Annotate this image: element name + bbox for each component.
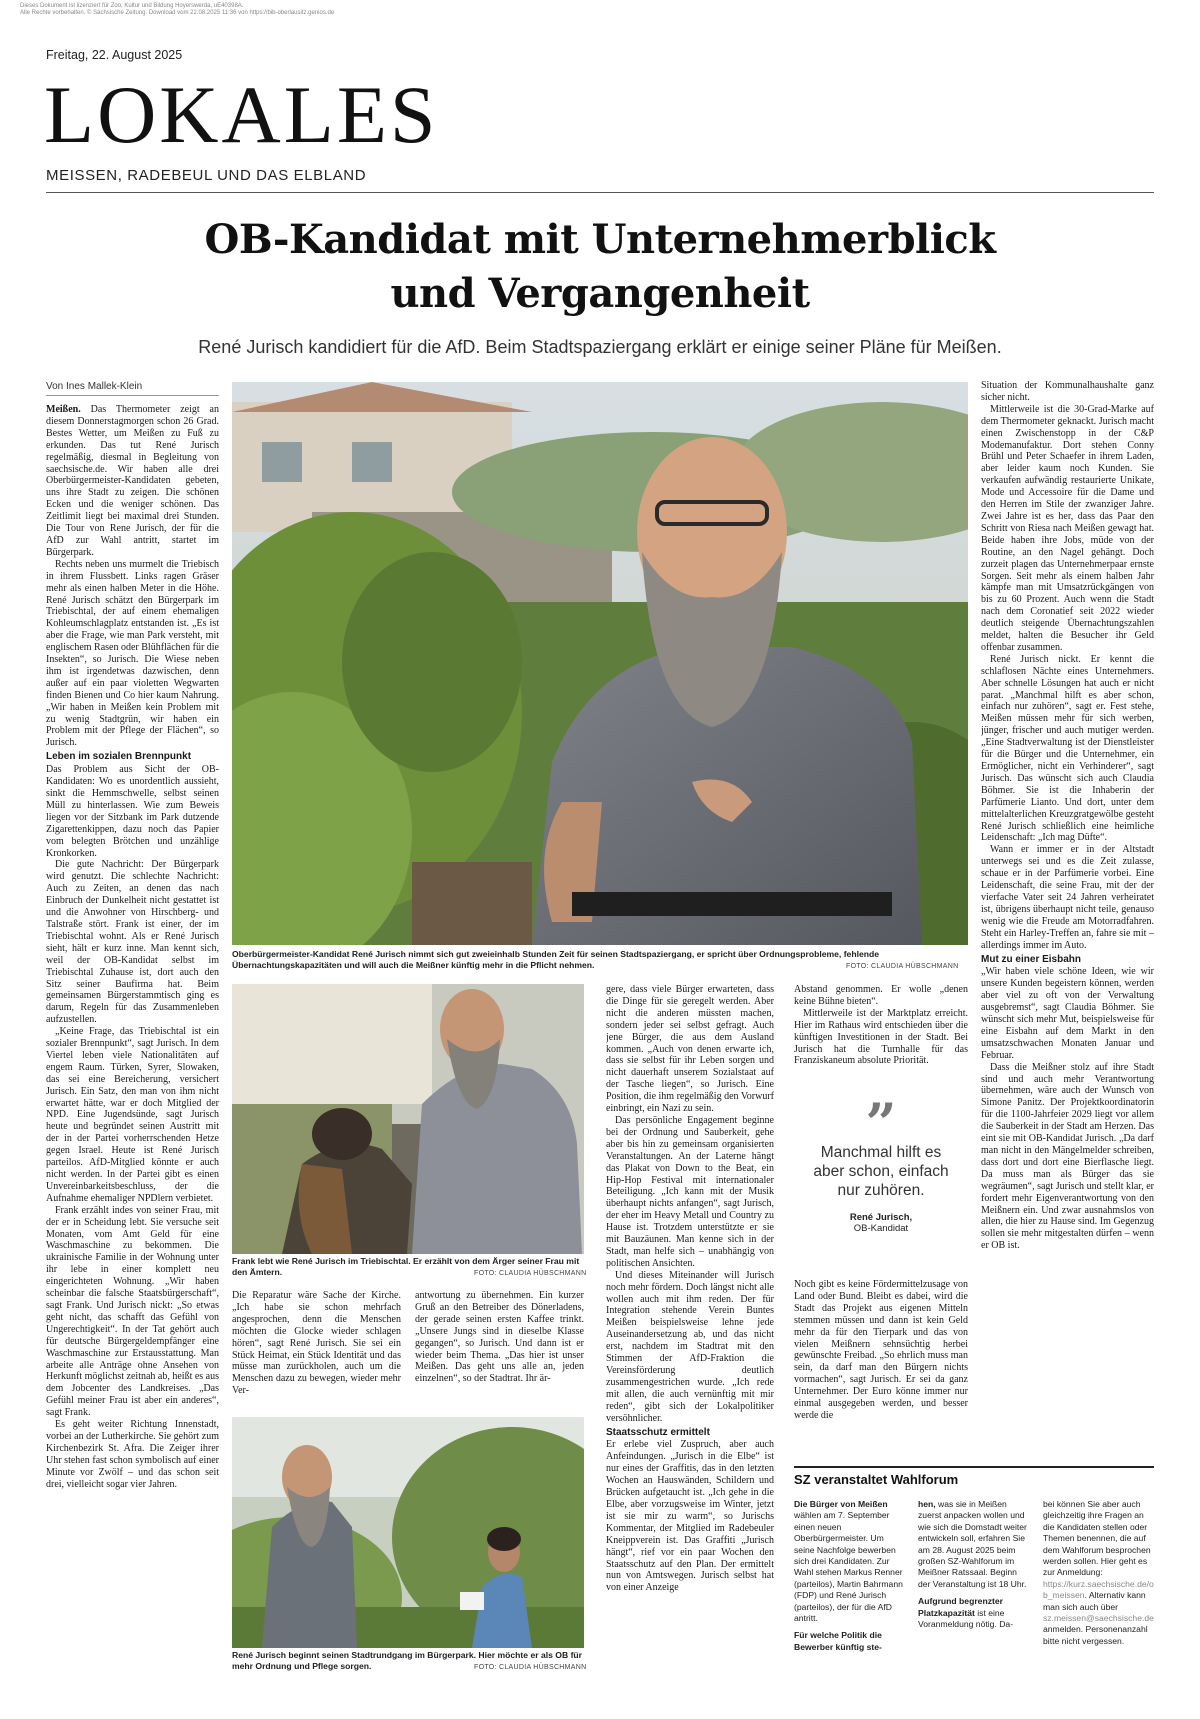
- quote-role: OB-Kandidat: [853, 1223, 909, 1234]
- column-2: [232, 1290, 401, 1420]
- paragraph: gere, dass viele Bürger erwarteten, dass die Dinge für sie geregelt werden. Aber nicht die anderen müssten machen, sondern jeder sei selbst gefragt. Auch jene Bürger, die aus dem Ausland kommen. „Auch von denen erwarte ich, dass sie selbst für ihr Leben sorgen und nicht dauerhaft unserem Sozialstaat auf der Tasche liegen“, so Jurisch. Eine Position, die ihm regelmäßig den Vorwurf einbringt, ein Nazi zu sein.: [606, 984, 774, 1115]
- main-photo: [232, 382, 968, 945]
- paragraph: Abstand genommen. Er wolle „denen keine Bühne bieten“.: [794, 984, 968, 1007]
- column-5-top: [794, 984, 968, 1080]
- section-title: LOKALES: [44, 69, 439, 160]
- caption-text: Oberbürgermeister-Kandidat René Jurisch nimmt sich gut zweieinhalb Stunden Zeit für seinen Stadtspaziergang, er spricht über Ordnungsprobleme, fehlende Übernachtungskapazitäten und will auch die Meißner künftig mehr in die Pflicht nehmen.: [232, 949, 880, 970]
- paragraph: Die Reparatur wäre Sache der Kirche. „Ich habe sie schon mehrfach angesprochen, denn die Menschen möchten die Glocke wieder schlagen hören“, sagt René Jurisch. Sie sei ein Stück Heimat, ein Stück Identität und das müsse man zurückholen, auch um die Menschen dazu zu bewegen, wieder mehr Ver-: [232, 1290, 401, 1397]
- paragraph: Und dieses Miteinander will Jurisch noch mehr fördern. Doch längst nicht alle wollen auch mit ihm reden. Der für Integration stehende Verein Buntes Meißen beispielsweise lehne jede Auseinandersetzung ab, und das nicht erst, nachdem im Stadtrat mit den Stimmen der AfD-Fraktion die Vereinsförderung deutlich zusammengestrichen wurde. „Ich rede mit allen, die auch vernünftig mit mir reden“, gibt sich der Lokalpolitiker versöhnlicher.: [606, 1269, 774, 1424]
- infobox-text: was sie in Meißen zuerst anpacken wollen und wie sich die Domstadt weiter entwickeln soll, erfahren Sie am 28. August 2025 beim großen SZ-Wahlforum im Meißner Ratssaal. Beginn der Veranstaltung ist 18 Uhr.: [918, 1499, 1027, 1589]
- infobox-title: SZ veranstaltet Wahlforum: [794, 1472, 959, 1487]
- infobox-lead: Aufgrund begrenzter Platzkapazität: [918, 1596, 1003, 1618]
- column-4: [606, 984, 774, 1704]
- caption-text: René Jurisch beginnt seinen Stadtrundgang im Bürgerpark. Hier möchte er als OB für mehr Ordnung und Pflege sorgen.: [232, 1650, 583, 1671]
- paragraph: Wann er immer er in der Altstadt unterwegs sei und es die Zeit zulasse, schaue er in der Parfümerie vorbei. Eine Leidenschaft, die seine Frau, mit der der vierfache Vater seit 24 Jahren verheiratet ist, übrigens überhaupt nicht teile, genauso wenig wie die Freude am Motorradfahren. Steht ein Harley-Treffen an, fahre sie mit – allerdings immer im Auto.: [981, 844, 1154, 951]
- registration-link[interactable]: https://kurz.saechsische.de/ob_meissen: [1043, 1578, 1154, 1601]
- infobox-text: ist eine Voranmeldung nötig. Da-: [918, 1607, 1014, 1630]
- subheading: Leben im sozialen Brennpunkt: [46, 751, 192, 763]
- paragraph: „Keine Frage, das Triebischtal ist ein sozialer Brennpunkt“, sagt Jurisch. In dem Viertel leben viele Nationalitäten auf engem Raum. Türken, Syrer, Slowaken, das sei eine Bereicherung, versichert Jurisch. Ein Satz, den man von ihm nicht erwartet hätte, war er doch Mitglied der NPD. Eine Jugendsünde, sagt Jurisch heute und begründet seinen Austritt mit der in der Partei vorherrschenden Hetze gegen Israel. Heute ist René Jurisch parteilos. AfD-Mitglied könnte er auch nicht werden. In der Partei gibt es einen Unvereinbarkeitsbeschluss, der die Aufnahme ehemaliger NPDlern verbietet.: [46, 1026, 219, 1204]
- column-5-bottom: [794, 1279, 968, 1429]
- headline: [100, 213, 1100, 321]
- caption-text: Frank lebt wie René Jurisch im Triebischtal. Er erzählt von dem Ärger seiner Frau mit den Ämtern.: [232, 1256, 580, 1277]
- infobox-text: bei können Sie aber auch gleichzeitig ihre Fragen an die Kandidaten stellen oder Themen benennen, die auf dem Wahlforum besprochen werden sollen. Hier geht es zur Anmeldung:: [1043, 1499, 1151, 1578]
- infobox-lead: Die Bürger von Meißen: [794, 1499, 888, 1509]
- dateline: Meißen.: [46, 404, 81, 415]
- column-3: [415, 1290, 584, 1420]
- headline-line-1: OB-Kandidat mit Unternehmerblick: [204, 216, 996, 263]
- infobox-lead: Für welche Politik die Bewerber künftig ste-: [794, 1630, 882, 1652]
- paragraph: Situation der Kommunalhaushalte ganz sicher nicht.: [981, 380, 1154, 403]
- subheading: Mut zu einer Eisbahn: [981, 953, 1082, 965]
- photo-buergerpark-credit: FOTO: CLAUDIA HÜBSCHMANN: [474, 1664, 587, 1671]
- paragraph: antwortung zu übernehmen. Ein kurzer Gruß an den Betreiber des Dönerladens, der gerade seinen ersten Kaffee trinkt. „Unsere Jungs sind in dieselbe Klasse gegangen“, so Jurisch. Und dann ist er wieder beim Thema. „Das hier ist unser Meißen. Das geht uns alle an, jeden einzelnen“, so der Stadtrat. Ihr är-: [415, 1290, 584, 1385]
- section-subtitle: MEISSEN, RADEBEUL UND DAS ELBLAND: [46, 167, 367, 184]
- infobox-text: . Alternativ kann man sich auch über: [1043, 1590, 1146, 1612]
- two-men-talking-photo: [232, 984, 584, 1254]
- paragraph: Die gute Nachricht: Der Bürgerpark wird genutzt. Die schlechte Nachricht: Auch zu Zeiten, an denen das nach Einbruch der Dunkelheit nicht gestattet ist und die Anwohner von Hirschberg- und Talstraße stört. Frank ist einer, der im Triebischtal wohnt. Als er René Jurisch sieht, hält er kurz inne. Man kennt sich, weil der OB-Kandidat selbst im Triebischtal Zuhause ist, dort auch den Sitz seiner Baufirma hat. Beim gemeinsamen Bürgerstammtisch ging es darum, Regeln für das Zusammenleben aufzustellen.: [46, 859, 219, 1026]
- infobox-lead: hen,: [918, 1499, 936, 1509]
- paragraph: [46, 404, 219, 559]
- subheadline: René Jurisch kandidiert für die AfD. Beim Stadtspaziergang erklärt er einige seiner Pläne für Meißen.: [198, 337, 1002, 357]
- quote-mark-icon: ”: [865, 1091, 897, 1155]
- subheading: Staatsschutz ermittelt: [606, 1426, 710, 1438]
- column-1: [46, 404, 219, 1704]
- quote-author: René Jurisch,: [849, 1212, 913, 1223]
- infobox-text: anmelden. Personenanzahl bitte nicht vergessen.: [1043, 1624, 1148, 1646]
- paragraph: Dass die Meißner stolz auf ihre Stadt sind und auch mehr Verantwortung übernehmen, wäre auch der Wunsch von Simone Panitz. Der Projektkoordinatorin für die 1100-Jahrfeier 2029 liegt vor allem die Sauberkeit in der Stadt am Herzen. Das eint sie mit OB-Kandidat Jurisch. „Da darf man nicht in den Mängelmelder schreiben, dass dort und dort eine Bierflasche liegt. Da muss man als Bürger das sie wegräumen“, sagt Jurisch und stellt klar, er fordert mehr Eigenverantwortung von den Meißnern ein. Und zwar ausnahmslos von allen, die hier zu Hause sind. Im Gegenzug sollen sie mehr mitgestalten dürfen – wenn er OB ist.: [981, 1061, 1154, 1252]
- license-line-1: Dieses Dokument ist lizenziert für Zoo, Kultur und Bildung Hoyerswerda, uE40398A.: [20, 3, 244, 9]
- infobox-text: wählen am 7. September einen neuen Oberbürgermeister. Um seine Nachfolge bewerben sich drei Kandidaten. Zur Wahl stehen Markus Renner (parteilos), Martin Bahrmann (FDP) und René Jurisch (parteilos), der für die AfD antritt.: [794, 1510, 903, 1624]
- paragraph: Mittlerweile ist der Marktplatz erreicht. Hier im Rathaus wird entschieden über die künftigen Investitionen in der Stadt. Bei Jurisch hat die Turnhalle für das Franziskaneum absolute Priorität.: [794, 1007, 968, 1067]
- paragraph-text: Das Thermometer zeigt an diesem Donnerstagmorgen schon 26 Grad. Bestes Wetter, um Meißen zu Fuß zu erkunden. Das tut René Jurisch regelmäßig, diesmal in Begleitung von saechsische.de. Wir haben alle drei Oberbürgermeister-Kandidaten gebeten, uns ihre Stadt zu zeigen. Die schönen Ecken und die weniger schönen. Das Zeitlimit liegt bei maximal drei Stunden. Die Tour von Rene Jurisch, der für die AfD zur Wahl antritt, startet im Bürgerpark.: [46, 404, 219, 558]
- paragraph: Rechts neben uns murmelt die Triebisch in ihrem Flussbett. Links ragen Gräser mehr als einen halben Meter in die Höhe. René Jurisch schätzt den Bürgerpark im Triebischtal, der auf einem ehemaligen Kohleumschlagplatz entstanden ist. „Es ist aber die Frage, wie man Park versteht, mit englischem Rasen oder Blühflächen für die Insekten“, so Jurisch. Die Wiese neben ihm ist irgendetwas dazwischen, denn außer auf ein paar violetten Wegwarten finden Bienen und Co hier kaum Nahrung. „Wir haben in Meißen kein Problem mit zu wenig Stadtgrün, wir haben ein Problem mit der Pflege der Flächen“, so Jurisch.: [46, 558, 219, 749]
- byline: Von Ines Mallek-Klein: [46, 381, 143, 392]
- header-rule: [46, 192, 1154, 193]
- pull-quote-name: [794, 1212, 968, 1234]
- infobox-column-3: [1043, 1499, 1154, 1704]
- paragraph: Frank erzählt indes von seiner Frau, mit der er in Scheidung lebt. Sie versuche seit Monaten, vom Amt Geld für eine Waschmaschine zu bekommen. Die ukrainische Familie in der Wohnung unter ihr lebe in einer komplett neu eingerichteten Wohnung. „Wir haben scheinbar die falsche Staatsbürgerschaft“, sagt Frank. Und Jurisch nickt: „So etwas geht nicht, das schafft das Gefühl von Ungerechtigkeit“. In der Tat gehört auch für deutsche Bürgergeldempfänger eine Waschmaschine zur Erstausstattung. Man arbeite alle Anträge ohne Ansehen von Herkunft möglichst zeitnah ab, heißt es aus dem Jobcenter des Landkreises. „Das Gefühl meiner Frau ist aber ein anderes“, sagt Frank.: [46, 1204, 219, 1419]
- paragraph: Er erlebe viel Zuspruch, aber auch Anfeindungen. „Jurisch in die Elbe“ ist nur eines der Graffitis, das in den letzten Wochen an Hauswänden, Schildern und Brücken aufgetaucht ist. „Ich gehe in die Elbe, aber vorzugsweise im Winter, jetzt ist sie mir zu warm“, so Jurischs Kommentar, der Mitglied im Radebeuler Kneippverein ist. Das Graffiti „Jurisch hängt“, rief vor ein paar Wochen den Staatsschutz auf den Plan. Der ermittelt nun von Amtswegen. Jurisch selbst hat von einer Anzeige: [606, 1439, 774, 1594]
- byline-rule: [46, 395, 219, 396]
- paragraph: René Jurisch nickt. Er kennt die schlaflosen Nächte eines Unternehmers. Aber schnelle Lösungen hat auch er nicht parat. „Manchmal hilft es aber schon, einfach nur zuhören“, sagt er. Fest stehe, Meißen müssen mehr für sich werben, jünger, frischer und auch mutiger werden. „Eine Stadtverwaltung ist der Dienstleister für die Bürger und die Unternehmer, ein Ermöglicher, nicht ein Verhinderer“, sagt Jurisch. Das wünscht sich auch Claudia Böhmer. Sie ist die Inhaberin der Parfümerie Lianto. Und dort, unter dem mittelalterlichen Kreuzgratgewölbe gesteht René Jurisch schließlich eine heimliche Leidenschaft: „Ich mag Düfte“.: [981, 653, 1154, 844]
- infobox-rule: [794, 1466, 1154, 1468]
- pull-quote: Manchmal hilft es aber schon, einfach nur zuhören.: [813, 1144, 949, 1199]
- infobox-column-2: [918, 1499, 1030, 1704]
- infobox-column-1: [794, 1499, 905, 1704]
- paragraph: Das persönliche Engagement beginne bei der Ordnung und Sauberkeit, gehe aber bis hin zu gemeinsam organisierten Veranstaltungen. An der Laterne hängt das Plakat von Down to the Beat, ein Hip-Hop Festival mit internationaler Beteiligung. „Ich kann mit der Musik überhaupt nichts anfangen“, sagt Jurisch, der eher im Heavy Metall und Country zu Hause ist. Trotzdem unterstützte er sie mit Bauzäunen. Man kenne sich in der Stadt, man helfe sich – unabhängig von politischen Ansichten.: [606, 1114, 774, 1269]
- man-portrait-photo: [232, 382, 968, 945]
- man-and-reporter-photo: [232, 1417, 584, 1648]
- main-photo-credit: FOTO: CLAUDIA HÜBSCHMANN: [846, 963, 959, 970]
- headline-line-2: und Vergangenheit: [390, 270, 810, 317]
- photo-frank-credit: FOTO: CLAUDIA HÜBSCHMANN: [474, 1270, 587, 1277]
- photo-frank: [232, 984, 584, 1254]
- registration-email-link[interactable]: sz.meissen@saechsische.de: [1043, 1613, 1154, 1624]
- column-6: [981, 380, 1154, 1436]
- paragraph: „Wir haben viele schöne Ideen, wie wir unsere Kunden begeistern können, werden aber viel zu oft von der Verwaltung ausgebremst“, sagt Claudia Böhmer. Sie wünscht sich mehr Mut, beispielsweise für eine Eisbahn auf dem Markt in den umsatzschwachen Monaten Januar und Februar.: [981, 966, 1154, 1061]
- paragraph: Noch gibt es keine Fördermittelzusage von Land oder Bund. Bleibt es dabei, wird die Stadt das Projekt aus eigenen Mitteln stemmen müssen und dann ist kein Geld mehr da für den Tierpark und das von vielen Meißnern sehnsüchtig herbei gewünschte Freibad. „So ehrlich muss man sein, da darf man den Bürgern nichts vormachen“, sagt Jurisch. Er sei da ganz Unternehmer. Der Euro könne immer nur einmal ausgegeben werden, und besser werde die: [794, 1279, 968, 1421]
- license-line-2: Alle Rechte vorbehalten. © Sächsische Zeitung. Download vom 22.08.2025 11:36 von https://bib-oberlausitz.genios.de: [20, 10, 335, 16]
- issue-date: Freitag, 22. August 2025: [46, 48, 183, 62]
- paragraph: Es geht weiter Richtung Innenstadt, vorbei an der Lutherkirche. Sie gehört zum Kirchenbezirk St. Afra. Die Zeiger ihrer Uhr stehen fast schon symbolisch auf einer Minute vor Zwölf – und das schon seit drei, vielleicht sogar vier Jahren.: [46, 1419, 219, 1490]
- paragraph: Mittlerweile ist die 30-Grad-Marke auf dem Thermometer geknackt. Jurisch macht einen Zwischenstopp in der C&P Modemanufaktur. Dort stehen Conny Brühl und Peter Schaefer in ihrem Laden, aber leider kaum noch Kunden. Sie verkaufen aufwändig restaurierte Unikate, Mode und Accessoire für die Dame und den Herren im Stile der zwanziger Jahre. Zwei Jahre ist es her, dass das Paar den Schritt von Riesa nach Meißen gewagt hat. Beide haben ihre Jobs, müde von der Routine, an den Nagel gehängt. Doch zurzeit plagen das Unternehmerpaar ernste Sorgen. Seit mehr als einem halben Jahr kämpfe man mit Umsatzrückgängen von bis zu 60 Prozent. Auch wenn die Stadt nach dem Coronatief seit 2022 wieder deutlich steigende Übernachtungszahlen meldet, halten die Besucher ihr Geld offenbar zusammen.: [981, 403, 1154, 653]
- paragraph: Das Problem aus Sicht der OB-Kandidaten: Wo es unordentlich aussieht, sinkt die Hemmschwelle, selbst seinen Müll zu hinterlassen. Wie zum Beweis liegen vor der Sitzbank im Park dutzende Zigarettenkippen, dazu noch das Papier vom belegten Brötchen und unzählige Kronkorken.: [46, 764, 219, 859]
- photo-buergerpark: [232, 1417, 584, 1648]
- license-note: [20, 3, 720, 17]
